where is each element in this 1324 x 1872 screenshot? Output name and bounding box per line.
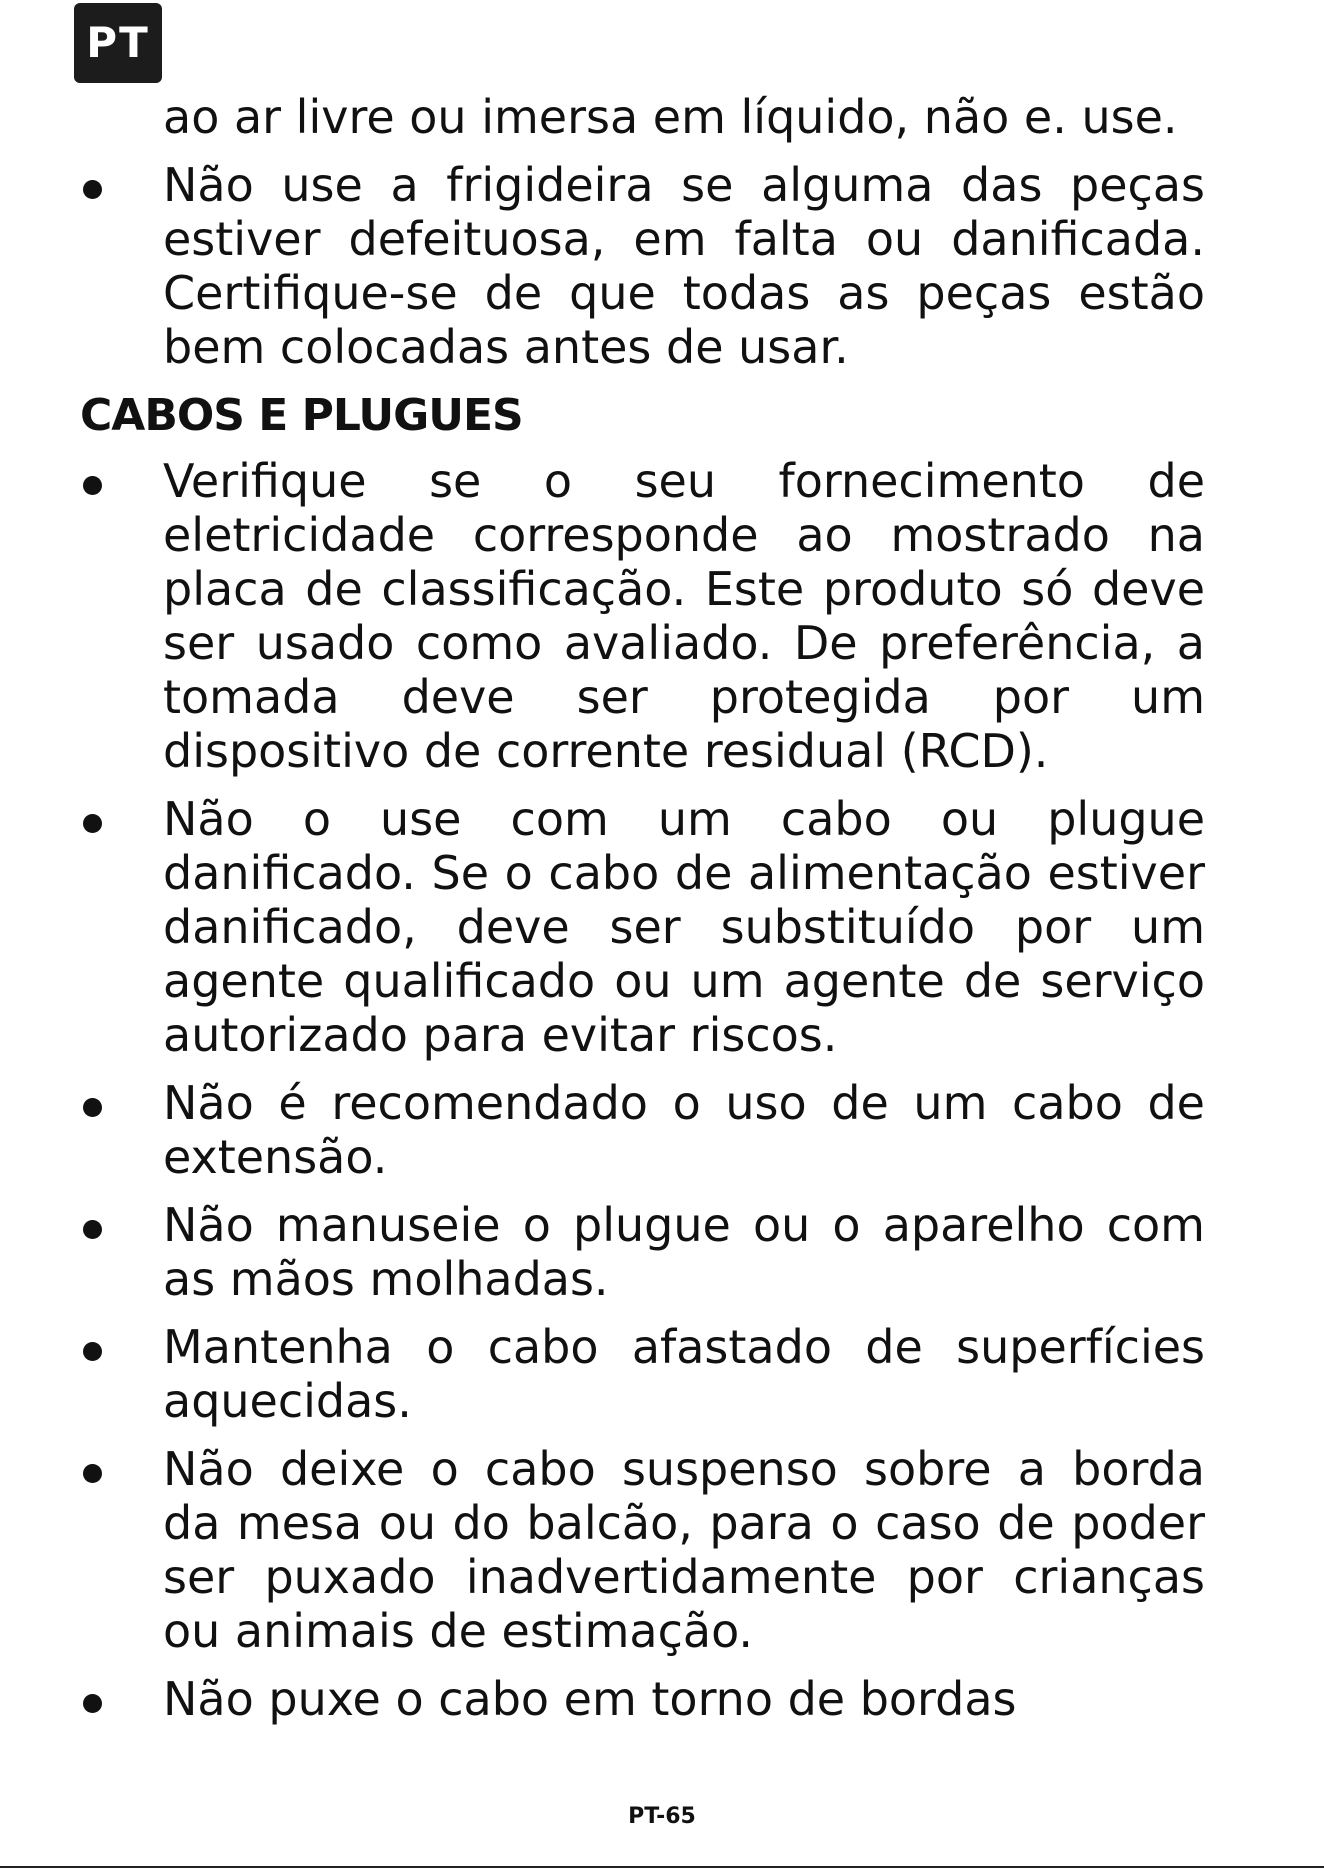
bullet-line: bem colocadas antes de usar. bbox=[163, 320, 849, 374]
bullet-line: Não deixe o cabo suspenso sobre a borda bbox=[163, 1442, 1205, 1496]
bullet-line: danificado. Se o cabo de alimentação estiver bbox=[163, 846, 1205, 900]
bullet-line: tomada deve ser protegida por um bbox=[163, 670, 1205, 724]
bullet-icon bbox=[83, 1464, 102, 1483]
bullet-line: da mesa ou do balcão, para o caso de poder bbox=[163, 1496, 1205, 1550]
bullet-line: Não puxe o cabo em torno de bordas bbox=[163, 1672, 1017, 1726]
bullet-line: Verifique se o seu fornecimento de bbox=[163, 454, 1205, 508]
bullet-line: Não manuseie o plugue ou o aparelho com bbox=[163, 1198, 1205, 1252]
bullet-icon bbox=[83, 814, 102, 833]
bullet-line: extensão. bbox=[163, 1130, 388, 1184]
bullet-line: placa de classificação. Este produto só deve bbox=[163, 562, 1205, 616]
bullet-icon bbox=[83, 1694, 102, 1713]
bullet-item bbox=[80, 1198, 1205, 1306]
bullet-line: estiver defeituosa, em falta ou danificada. bbox=[163, 212, 1205, 266]
bullet-line: dispositivo de corrente residual (RCD). bbox=[163, 724, 1049, 778]
bullet-icon bbox=[83, 180, 102, 199]
document-body bbox=[80, 90, 1205, 1726]
bullet-line: Não use a frigideira se alguma das peças bbox=[163, 158, 1205, 212]
bullet-item bbox=[80, 1076, 1205, 1184]
bullet-item bbox=[80, 454, 1205, 778]
bullet-line: Não o use com um cabo ou plugue bbox=[163, 792, 1205, 846]
bullet-item bbox=[80, 1320, 1205, 1428]
bullet-line: ser puxado inadvertidamente por crianças bbox=[163, 1550, 1205, 1604]
bullet-line: as mãos molhadas. bbox=[163, 1252, 609, 1306]
bullet-line: Certifique-se de que todas as peças estão bbox=[163, 266, 1205, 320]
language-badge: PT bbox=[74, 3, 162, 83]
bullet-item bbox=[80, 158, 1205, 374]
bullet-icon bbox=[83, 1098, 102, 1117]
bullet-line: danificado, deve ser substituído por um bbox=[163, 900, 1205, 954]
section-heading: CABOS E PLUGUES bbox=[80, 390, 523, 441]
bullet-line: ser usado como avaliado. De preferência, a bbox=[163, 616, 1205, 670]
bullet-item bbox=[80, 1442, 1205, 1658]
bullet-icon bbox=[83, 1342, 102, 1361]
bullet-icon bbox=[83, 476, 102, 495]
bullet-line: ou animais de estimação. bbox=[163, 1604, 754, 1658]
bullet-icon bbox=[83, 1220, 102, 1239]
bullet-line: Não é recomendado o uso de um cabo de bbox=[163, 1076, 1205, 1130]
bullet-line: autorizado para evitar riscos. bbox=[163, 1008, 838, 1062]
bullet-line: agente qualificado ou um agente de serviço bbox=[163, 954, 1205, 1008]
bullet-line: aquecidas. bbox=[163, 1374, 412, 1428]
bullet-item bbox=[80, 792, 1205, 1062]
bottom-divider bbox=[0, 1866, 1324, 1868]
bullet-line: eletricidade corresponde ao mostrado na bbox=[163, 508, 1205, 562]
bullet-line: Mantenha o cabo afastado de superfícies bbox=[163, 1320, 1205, 1374]
page-number: PT-65 bbox=[628, 1804, 696, 1829]
paragraph-continuation: ao ar livre ou imersa em líquido, não e. use. bbox=[163, 90, 1178, 144]
bullet-item bbox=[80, 1672, 1205, 1726]
